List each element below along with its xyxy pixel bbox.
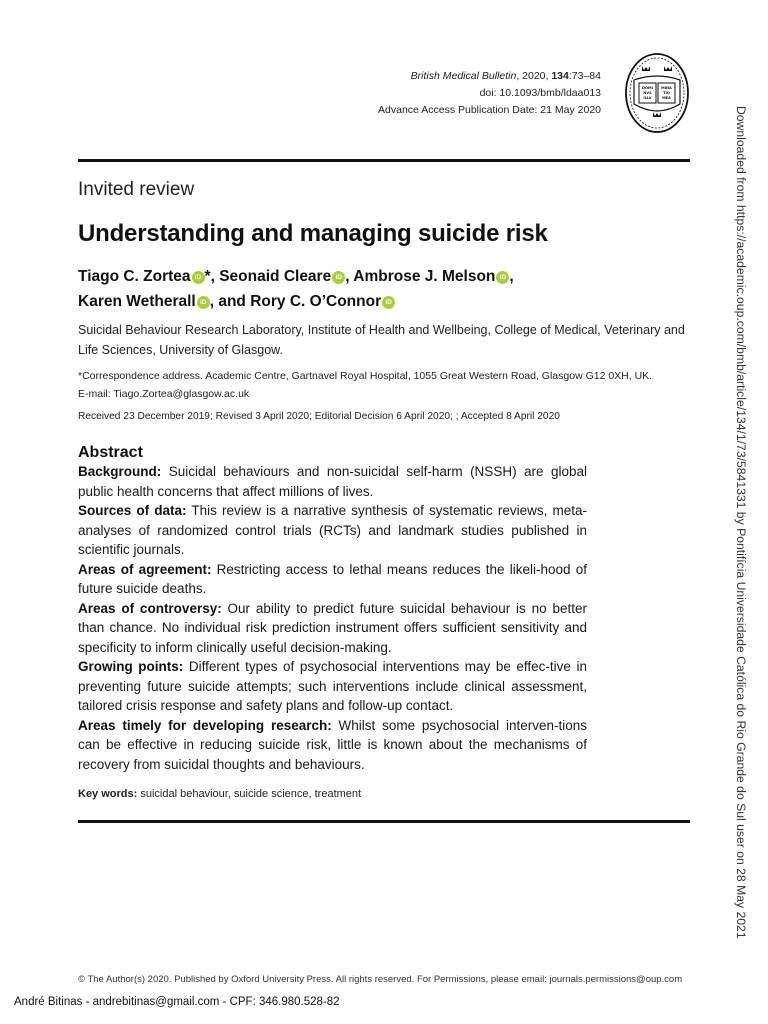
abstract-section-text: This review is a narrative synthesis of systematic reviews, meta-analyses of randomized control trials (RCTs) and landmark studies published in scientific journals. [78, 503, 587, 557]
abstract-section [78, 560, 587, 599]
orcid-icon[interactable]: iD [496, 271, 509, 284]
abstract-section-label: Areas of controversy: [78, 600, 222, 616]
author-list [78, 264, 678, 314]
article-title: Understanding and managing suicide risk [78, 220, 548, 247]
journal-pages: :73–84 [568, 70, 601, 82]
journal-name: British Medical Bulletin [410, 70, 517, 82]
keywords-text: suicidal behaviour, suicide science, treatment [137, 788, 362, 800]
abstract-section [78, 657, 587, 716]
abstract-section-text: Our ability to predict future suicidal behaviour is no better than chance. No individual risk prediction instrument offers sufficient sensitivity and specificity to inform clinically useful decision-making. [78, 600, 587, 655]
corresponding-mark: * [204, 268, 211, 285]
author-separator: , [509, 268, 514, 285]
abstract-section [78, 599, 587, 658]
abstract-section-label: Areas timely for developing research: [78, 717, 332, 733]
abstract-section-text: Different types of psychosocial interventions may be effec-tive in preventing future suicide attempts; such interventions include clinical assessment, tailored crisis response and safety plans and follow-up contact. [78, 659, 587, 713]
seal-book-right-line-1: MINA [661, 86, 672, 90]
author-name[interactable]: Ambrose J. Melson [353, 268, 496, 285]
correspondence-block [78, 367, 690, 403]
abstract-section-label: Sources of data: [78, 503, 187, 518]
orcid-icon[interactable]: iD [382, 296, 395, 309]
publication-date: Advance Access Publication Date: 21 May 2020 [378, 104, 601, 116]
journal-volume: 134 [551, 70, 569, 82]
seal-book-left-line-2: NVS [643, 91, 652, 95]
journal-citation [181, 68, 601, 85]
abstract-section-label: Growing points: [78, 659, 184, 674]
orcid-icon[interactable]: iD [332, 271, 345, 284]
download-watermark: Downloaded from https://academic.oup.com/bmb/article/134/1/73/5841331 by Pontifícia Universidade Católica do Rio Grande do Sul user on 28 May 2021 [734, 106, 748, 939]
abstract-section-text: Suicidal behaviours and non-suicidal self-harm (NSSH) are global public health concerns that affect millions of lives. [78, 464, 587, 499]
seal-book-left-line-3: ILLV [643, 96, 652, 100]
seal-book-right-line-2: TIO [663, 91, 670, 95]
author-name[interactable]: Seonaid Cleare [219, 268, 332, 285]
keywords [78, 788, 678, 800]
seal-book-right-line-3: MEA [662, 96, 671, 100]
author-separator: , [345, 268, 354, 285]
author-conjunction: , and [209, 293, 251, 310]
orcid-icon[interactable]: iD [197, 296, 210, 309]
abstract-divider [78, 820, 690, 823]
article-dates: Received 23 December 2019; Revised 3 April 2020; Editorial Decision 6 April 2020; ; Accepted 8 April 2020 [78, 411, 560, 422]
abstract-section-text: Whilst some psychosocial interven-tions can be effective in reducing suicide risk, little is known about the mechanisms of recovery from suicidal thoughts and behaviours. [78, 717, 587, 772]
author-name[interactable]: Rory C. O’Connor [250, 293, 382, 310]
journal-year: , 2020, [516, 70, 552, 82]
copyright-notice: © The Author(s) 2020. Published by Oxford University Press. All rights reserved. For Permissions, please email: journals.permissions@oup.com [78, 974, 683, 985]
user-watermark: André Bitinas - andrebitinas@gmail.com - CPF: 346.980.528-82 [14, 996, 340, 1008]
journal-citation-block [181, 68, 601, 119]
header-divider [78, 159, 690, 162]
university-seal-logo [624, 52, 690, 134]
keywords-label: Key words: [78, 788, 138, 800]
abstract-section [78, 716, 587, 775]
abstract-section-label: Background: [78, 464, 162, 479]
abstract-section-text: Restricting access to lethal means reduces the likeli-hood of future suicide deaths. [78, 561, 588, 596]
abstract-section-label: Areas of agreement: [78, 561, 212, 577]
correspondence-address: *Correspondence address. Academic Centre, Gartnavel Royal Hospital, 1055 Great Western Road, Glasgow G12 0XH, UK. [78, 370, 653, 382]
orcid-icon[interactable]: iD [192, 271, 205, 284]
affiliation: Suicidal Behaviour Research Laboratory, Institute of Health and Wellbeing, College of Medical, Veterinary and Life Sciences, University of Glasgow. [78, 323, 685, 357]
abstract-section [78, 462, 587, 501]
author-name[interactable]: Tiago C. Zortea [78, 268, 191, 285]
seal-book-left-line-1: DOMI [642, 86, 653, 90]
abstract-body [78, 462, 587, 774]
correspondence-email[interactable]: E-mail: Tiago.Zortea@glasgow.ac.uk [78, 388, 250, 400]
abstract-section [78, 501, 587, 560]
author-name[interactable]: Karen Wetherall [78, 293, 196, 310]
doi-text: doi: 10.1093/bmb/ldaa013 [479, 87, 601, 99]
article-type: Invited review [78, 179, 195, 200]
author-separator: , [210, 268, 220, 285]
abstract-heading: Abstract [78, 444, 143, 461]
